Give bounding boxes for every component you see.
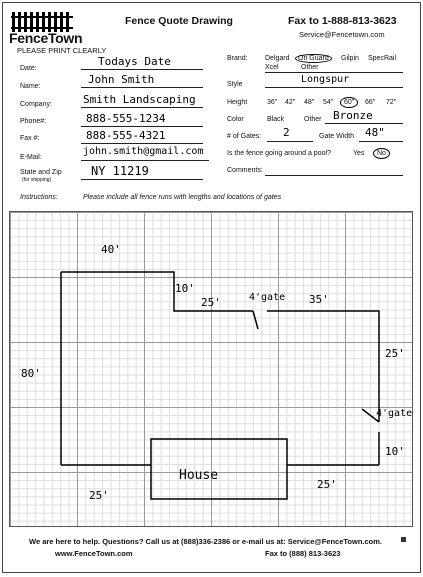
brand-option-other[interactable]: Other [301,64,319,71]
height-54[interactable]: 54" [323,99,334,106]
corner-mark-icon [401,537,406,542]
date-value[interactable]: Todays Date [98,55,171,68]
print-note: PLEASE PRINT CLEARLY [17,46,107,55]
label-bottom-right-25: 25' [317,478,337,491]
company-value[interactable]: Smith Landscaping [83,93,196,106]
state-zip-value[interactable]: NY 11219 [91,164,149,178]
fax-label: Fax #: [20,135,40,142]
house-outline [151,439,287,499]
email-value[interactable]: john.smith@gmail.com [83,146,204,157]
page-title: Fence Quote Drawing [125,15,233,27]
label-run-25: 25' [201,296,221,309]
height-label: Height [227,99,248,106]
state-label: State and Zip [20,169,62,176]
height-36[interactable]: 36" [267,99,278,106]
comments-label: Comments: [227,167,263,174]
label-bottom-left-25: 25' [89,489,109,502]
label-top-40: 40' [101,243,121,256]
footer-website-link[interactable]: www.FenceTown.com [55,549,133,558]
gate-1-swing [253,311,258,329]
pool-no[interactable]: No [373,148,390,159]
instructions-label: Instructions: [20,194,58,201]
style-value[interactable]: Longspur [301,74,350,85]
company-line [81,107,203,108]
date-line [81,69,203,70]
height-42[interactable]: 42" [285,99,296,106]
style-line [265,87,403,88]
phone-label: Phone#: [20,118,47,125]
label-right-25: 25' [385,347,405,360]
comments-field[interactable] [265,175,403,176]
color-label: Color [227,116,244,123]
height-72[interactable]: 72" [386,99,397,106]
brand-option-gilpin[interactable]: Gilpin [341,55,359,62]
brand-label: Brand: [227,55,248,62]
brand-option-on-guard[interactable]: On Guard [295,54,332,63]
label-step-10: 10' [175,282,195,295]
label-left-80: 80' [21,367,41,380]
brand-line [265,72,403,73]
color-black[interactable]: Black [267,116,285,123]
brand-option-specrail[interactable]: SpecRail [368,55,397,62]
pool-yes[interactable]: Yes [353,150,365,157]
label-house: House [179,468,219,483]
footer-help-text: We are here to help. Questions? Call us at (888)336-2386 or e-mail us at: Service@FenceTown.com. [29,537,382,546]
pool-label: Is the fence going around a pool? [227,150,331,157]
color-line [325,123,403,124]
brand-option-xcel[interactable]: Xcel [265,64,279,71]
footer-fax: Fax to (888) 813-3623 [265,549,341,558]
height-66[interactable]: 66" [365,99,376,106]
phone-value[interactable]: 888-555-1234 [86,112,166,125]
label-run-35: 35' [309,293,329,306]
phone-line [81,126,203,127]
company-label: Company: [20,101,52,108]
header-email: Service@Fencetown.com [299,30,385,39]
email-line [81,160,209,161]
date-label: Date: [20,65,37,72]
state-sublabel: (for shipping) [22,177,52,183]
height-48[interactable]: 48" [304,99,315,106]
label-gate-2: 4'gate [376,408,413,419]
logo-text: FenceTown [9,30,83,46]
style-label: Style [227,81,243,88]
label-right-10: 10' [385,445,405,458]
brand-option-delgard[interactable]: Delgard [265,55,290,62]
name-value[interactable]: John Smith [88,73,155,86]
gate-width-value[interactable]: 48" [365,126,385,139]
fence-run-35 [267,311,379,422]
gates-line [267,141,313,142]
name-line [81,87,203,88]
name-label: Name: [20,83,41,90]
state-line [81,179,203,180]
gates-value[interactable]: 2 [283,126,290,139]
height-60[interactable]: 60" [340,97,358,108]
color-other[interactable]: Other [304,116,322,123]
fax-line [81,143,203,144]
gate-width-line [359,141,403,142]
gate-width-label: Gate Width [319,133,355,140]
label-gate-1: 4'gate [249,292,286,303]
fax-number: Fax to 1-888-813-3623 [288,15,397,27]
quote-form [2,2,421,573]
fence-run-top [61,272,253,311]
instructions-text: Please include all fence runs with lengths and locations of gates [83,194,282,201]
fax-value[interactable]: 888-555-4321 [86,129,166,142]
color-value[interactable]: Bronze [333,109,373,122]
gates-label: # of Gates: [227,133,262,140]
email-label: E-Mail: [20,154,42,161]
